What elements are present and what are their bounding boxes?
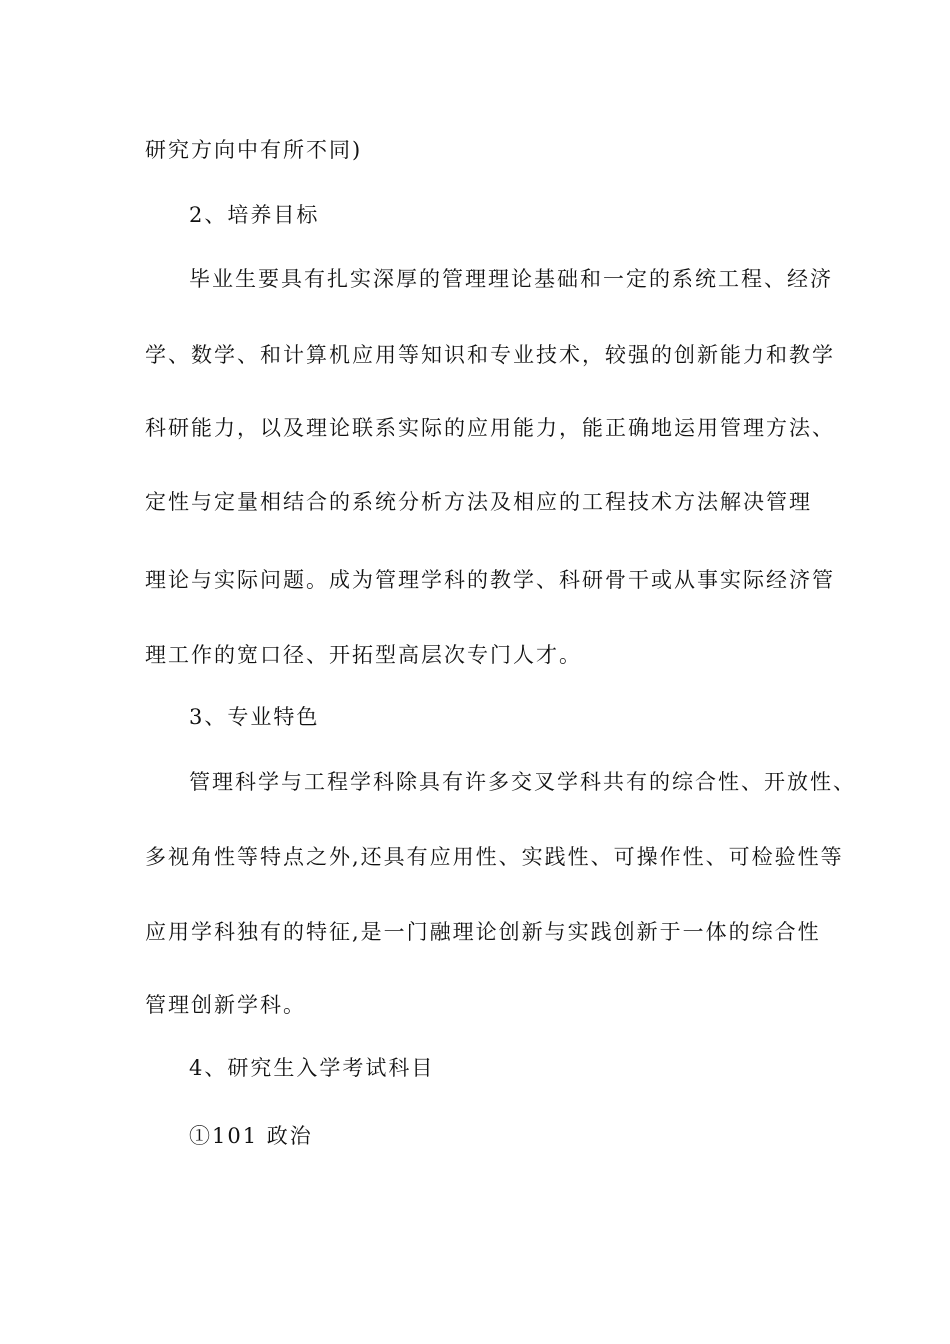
paragraph-line: 多视角性等特点之外,还具有应用性、实践性、可操作性、可检验性等 [145, 845, 844, 869]
paragraph-line: 学、数学、和计算机应用等知识和专业技术，较强的创新能力和教学 [145, 343, 835, 367]
paragraph-line: 毕业生要具有扎实深厚的管理理论基础和一定的系统工程、经济 [189, 267, 833, 291]
paragraph-line: 管理创新学科。 [145, 993, 306, 1017]
paragraph-continuation-line: 研究方向中有所不同) [145, 138, 363, 162]
paragraph-line: 理论与实际问题。成为管理学科的教学、科研骨干或从事实际经济管 [145, 568, 835, 592]
paragraph-line: 科研能力，以及理论联系实际的应用能力，能正确地运用管理方法、 [145, 416, 835, 440]
paragraph-line: 定性与定量相结合的系统分析方法及相应的工程技术方法解决管理 [145, 490, 812, 514]
section-heading-entrance-exam: 4、研究生入学考试科目 [189, 1056, 435, 1080]
exam-subject-item: ①101 政治 [189, 1124, 313, 1148]
paragraph-line: 管理科学与工程学科除具有许多交叉学科共有的综合性、开放性、 [189, 770, 856, 794]
paragraph-line: 理工作的宽口径、开拓型高层次专门人才。 [145, 643, 582, 667]
section-heading-features: 3、专业特色 [189, 705, 320, 729]
section-heading-training-goals: 2、培养目标 [189, 203, 320, 227]
paragraph-line: 应用学科独有的特征,是一门融理论创新与实践创新于一体的综合性 [145, 920, 821, 944]
